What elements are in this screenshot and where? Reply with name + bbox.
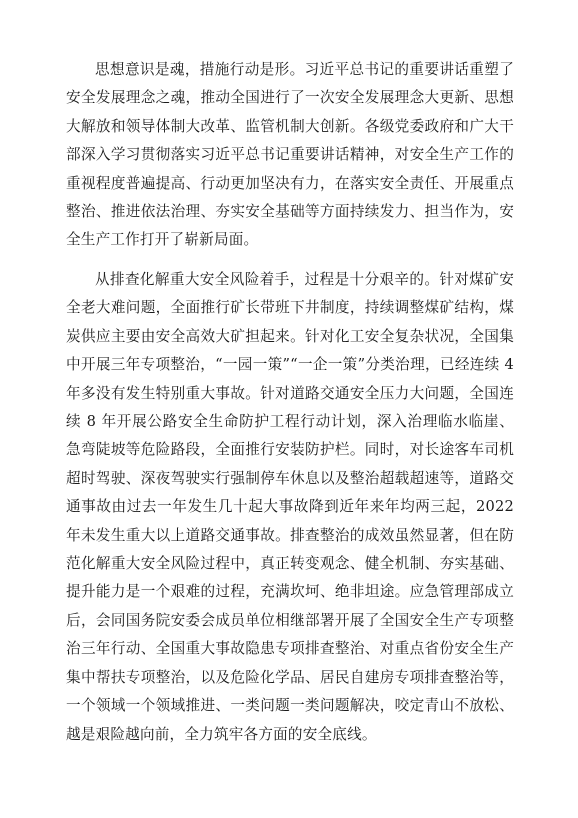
- body-paragraph-1: 思想意识是魂，措施行动是形。习近平总书记的重要讲话重塑了安全发展理念之魂，推动全国进行了一次安全发展理念大更新、思想大解放和领导体制大改革、监管机制大创新。各级党委政府和广大干部深入学习贯彻落实习近平总书记重要讲话精神，对安全生产工作的重视程度普遍提高、行动更加坚决有力，在落实安全责任、开展重点整治、推进依法治理、夯实安全基础等方面持续发力、担当作为，安全生产工作打开了崭新局面。: [66, 61, 514, 249]
- body-paragraph-2: 从排查化解重大安全风险着手，过程是十分艰辛的。针对煤矿安全老大难问题，全面推行矿长带班下井制度，持续调整煤矿结构，煤炭供应主要由安全高效大矿担起来。针对化工安全复杂状况，全国集中开展三年专项整治，“一园一策”“一企一策”分类治理，已经连续 4 年多没有发生特别重大事故。针对道路交通安全压力大问题，全国连续 8 年开展公路安全生命防护工程行动计划，深入治理临水临崖、急弯陡坡等危险路段，全面推行安装防护栏。同时，对长途客车司机超时驾驶、深夜驾驶实行强制停车休息以及整治超载超速等，道路交通事故由过去一年发生几十起大事故降到近年来年均两三起，2022 年未发生重大以上道路交通事故。排查整治的成效虽然显著，但在防范化解重大安全风险过程中，真正转变观念、健全机制、夯实基础、提升能力是一个艰难的过程，充满坎坷、绝非坦途。应急管理部成立后，会同国务院安委会成员单位相继部署开展了全国安全生产专项整治三年行动、全国重大事故隐患专项排查整治、对重点省份安全生产集中帮扶专项整治，以及危险化学品、居民自建房专项排查整治等，一个领域一个领域推进、一类问题一类问题解决，咬定青山不放松、越是艰险越向前，全力筑牢各方面的安全底线。: [66, 271, 514, 743]
